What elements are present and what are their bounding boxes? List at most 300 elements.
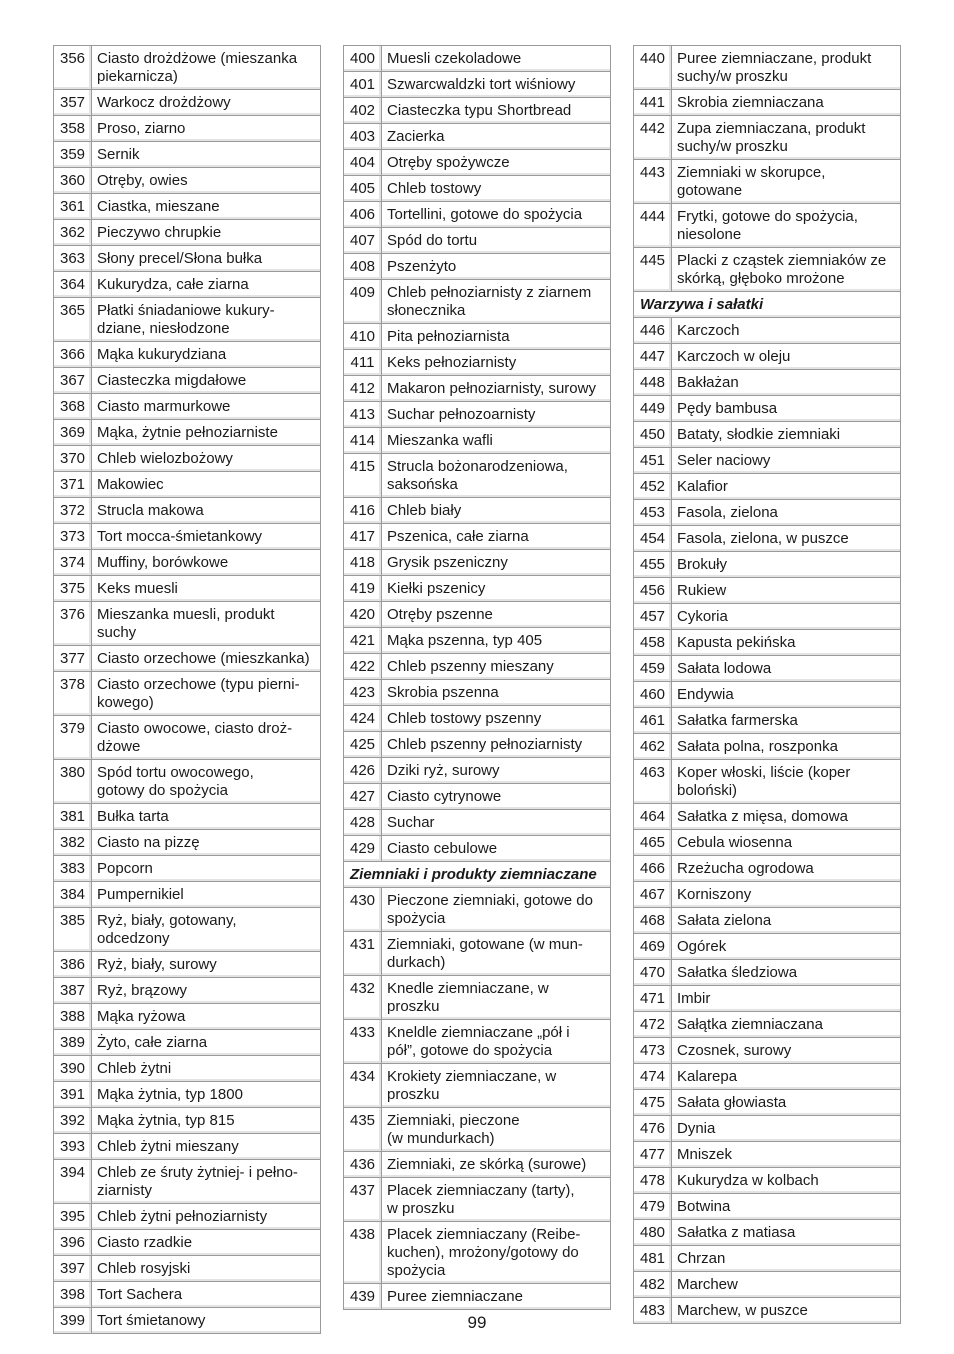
item-number: 382 [54,830,92,855]
item-number: 464 [634,804,672,829]
item-name: Rzeżucha ogrodowa [677,860,814,877]
section-header-row [344,862,610,888]
item-number: 483 [634,1298,672,1323]
table-row [54,856,320,882]
item-name: Zacierka [387,128,445,145]
item-number: 371 [54,472,92,497]
item-name: Ryż, brązowy [97,982,188,999]
item-number: 441 [634,90,672,115]
item-number: 475 [634,1090,672,1115]
item-name: Ciasto orzechowe (mieszkanka) [97,650,310,667]
item-number: 460 [634,682,672,707]
table-row [54,498,320,524]
item-name: Rukiew [677,582,727,599]
table-row [54,672,320,716]
item-number: 364 [54,272,92,297]
item-name: Warkocz drożdżowy [97,94,231,111]
table-row [634,248,900,292]
item-number: 417 [344,524,382,549]
table-row [54,1160,320,1204]
table-row [54,576,320,602]
item-name: Skrobia ziemniaczana [677,94,824,111]
item-number: 458 [634,630,672,655]
item-name: Chleb żytni [97,1060,172,1077]
table-row [634,448,900,474]
item-number: 468 [634,908,672,933]
table-row [634,160,900,204]
item-name: Zupa ziemniaczana, produkt suchy/w proszku [677,120,866,155]
item-number: 438 [344,1222,382,1283]
table-row [54,908,320,952]
item-name: Pszenżyto [387,258,457,275]
item-name: Ciastka, mieszane [97,198,220,215]
item-name: Botwina [677,1198,731,1215]
table-row [634,500,900,526]
item-name: Pszenica, całe ziarna [387,528,529,545]
item-number: 356 [54,46,92,89]
item-name: Suchar pełnozoarnisty [387,406,536,423]
item-name: Słony precel/Słona bułka [97,250,263,267]
table-row [634,1220,900,1246]
table-row [54,90,320,116]
item-number: 477 [634,1142,672,1167]
item-name: Kalarepa [677,1068,738,1085]
table-row [634,1168,900,1194]
table-row [54,446,320,472]
item-name: Ciasto drożdżowe (mieszanka piekarnicza) [97,50,298,85]
item-number: 400 [344,46,382,71]
item-number: 404 [344,150,382,175]
item-number: 461 [634,708,672,733]
item-name: Mąka żytnia, typ 1800 [97,1086,243,1103]
table-row [634,682,900,708]
table-row [634,1194,900,1220]
item-name: Endywia [677,686,734,703]
item-name: Strucla makowa [97,502,204,519]
item-number: 424 [344,706,382,731]
item-name: Kukurydza, całe ziarna [97,276,249,293]
table-row [344,810,610,836]
item-number: 439 [344,1284,382,1309]
item-name: Bułka tarta [97,808,169,825]
table-row [344,1152,610,1178]
item-name: Mąka ryżowa [97,1008,186,1025]
item-name: Tort mocca-śmietankowy [97,528,263,545]
item-number: 388 [54,1004,92,1029]
item-number: 362 [54,220,92,245]
table-row [634,578,900,604]
table-row [344,1020,610,1064]
item-number: 471 [634,986,672,1011]
table-row [54,952,320,978]
item-number: 476 [634,1116,672,1141]
item-name: Sałatka farmerska [677,712,798,729]
table-row [634,760,900,804]
table-row [54,298,320,342]
item-number: 474 [634,1064,672,1089]
item-name: Szwarcwaldzki tort wiśniowy [387,76,576,93]
item-name: Chleb pszenny pełnoziarnisty [387,736,583,753]
item-name: Frytki, gotowe do spożycia, niesolone [677,208,858,243]
item-number: 381 [54,804,92,829]
item-number: 455 [634,552,672,577]
table-row [54,1282,320,1308]
item-name: Ryż, biały, gotowany, odcedzony [97,912,237,947]
item-name: Ciasto rzadkie [97,1234,193,1251]
item-name: Kiełki pszenicy [387,580,486,597]
item-number: 440 [634,46,672,89]
item-name: Sałata głowiasta [677,1094,787,1111]
table-row [634,474,900,500]
item-number: 359 [54,142,92,167]
item-number: 454 [634,526,672,551]
table-row [344,98,610,124]
table-row [634,1012,900,1038]
table-row [54,1230,320,1256]
table-row [634,1272,900,1298]
item-name: Krokiety ziemniaczane, w proszku [387,1068,557,1103]
table-row [634,882,900,908]
item-number: 472 [634,1012,672,1037]
item-number: 428 [344,810,382,835]
item-number: 368 [54,394,92,419]
table-row [54,342,320,368]
item-name: Cykoria [677,608,728,625]
item-number: 363 [54,246,92,271]
item-number: 378 [54,672,92,715]
table-row [54,804,320,830]
section-header-label: Warzywa i sałatki [640,296,764,313]
table-row [54,830,320,856]
item-name: Pędy bambusa [677,400,778,417]
table-row [344,784,610,810]
table-row [54,524,320,550]
item-number: 383 [54,856,92,881]
item-name: Dziki ryż, surowy [387,762,500,779]
item-name: Chleb ze śruty żytniej- i pełno- ziarnisty [97,1164,298,1199]
item-name: Bataty, słodkie ziemniaki [677,426,841,443]
item-name: Sałątka ziemniaczana [677,1016,823,1033]
table-row [634,396,900,422]
table-row [54,368,320,394]
item-name: Tort Sachera [97,1286,183,1303]
item-number: 420 [344,602,382,627]
item-name: Kukurydza w kolbach [677,1172,819,1189]
item-number: 408 [344,254,382,279]
item-name: Chleb tostowy [387,180,482,197]
item-number: 414 [344,428,382,453]
table-row [344,498,610,524]
item-number: 480 [634,1220,672,1245]
food-table-column-2 [343,45,611,1310]
item-name: Placek ziemniaczany (tarty), w proszku [387,1182,575,1217]
item-number: 421 [344,628,382,653]
item-number: 469 [634,934,672,959]
item-number: 451 [634,448,672,473]
item-number: 406 [344,202,382,227]
item-number: 479 [634,1194,672,1219]
item-number: 393 [54,1134,92,1159]
item-number: 405 [344,176,382,201]
section-header-row [634,292,900,318]
item-number: 392 [54,1108,92,1133]
item-name: Mieszanka muesli, produkt suchy [97,606,275,641]
table-row [634,908,900,934]
table-row [634,370,900,396]
item-number: 372 [54,498,92,523]
item-number: 450 [634,422,672,447]
table-row [54,168,320,194]
item-name: Sernik [97,146,140,163]
table-row [344,706,610,732]
item-name: Tortellini, gotowe do spożycia [387,206,583,223]
item-name: Chleb pełnoziarnisty z ziarnem słonecznika [387,284,592,319]
item-name: Otręby pszenne [387,606,493,623]
item-name: Suchar [387,814,435,831]
table-row [344,202,610,228]
item-name: Fasola, zielona, w puszce [677,530,849,547]
item-name: Sałata lodowa [677,660,772,677]
table-row [344,654,610,680]
table-row [344,402,610,428]
table-row [344,602,610,628]
table-row [634,630,900,656]
item-name: Chleb rosyjski [97,1260,191,1277]
item-name: Otręby, owies [97,172,188,189]
item-name: Ciasto cebulowe [387,840,498,857]
item-number: 357 [54,90,92,115]
item-name: Chleb wielozbożowy [97,450,233,467]
item-name: Makowiec [97,476,164,493]
item-number: 411 [344,350,382,375]
table-row [54,272,320,298]
item-name: Sałatka z mięsa, domowa [677,808,848,825]
item-number: 481 [634,1246,672,1271]
item-name: Placki z cząstek ziemniaków ze skórką, głęboko mrożone [677,252,887,287]
item-name: Kapusta pekińska [677,634,796,651]
table-row [344,1064,610,1108]
table-row [344,324,610,350]
item-number: 389 [54,1030,92,1055]
item-name: Ciasto na pizzę [97,834,200,851]
item-name: Kalafior [677,478,728,495]
item-number: 416 [344,498,382,523]
table-row [634,708,900,734]
table-row [344,72,610,98]
item-name: Keks muesli [97,580,178,597]
item-name: Pita pełnoziarnista [387,328,510,345]
item-name: Strucla bożonarodzeniowa, saksońska [387,458,568,493]
item-number: 385 [54,908,92,951]
table-row [634,204,900,248]
table-row [634,960,900,986]
item-name: Ogórek [677,938,727,955]
table-row [54,116,320,142]
table-row [54,1082,320,1108]
item-name: Karczoch [677,322,740,339]
item-number: 399 [54,1308,92,1333]
table-row [54,646,320,672]
item-name: Brokuły [677,556,728,573]
item-number: 410 [344,324,382,349]
item-name: Ciasteczka migdałowe [97,372,247,389]
table-row [344,680,610,706]
table-row [344,888,610,932]
item-number: 436 [344,1152,382,1177]
table-row [344,1222,610,1284]
item-number: 398 [54,1282,92,1307]
item-name: Ciasto owocowe, ciasto droż- dżowe [97,720,293,755]
item-number: 412 [344,376,382,401]
item-name: Ryż, biały, surowy [97,956,217,973]
table-row [344,732,610,758]
table-row [54,978,320,1004]
table-row [54,1030,320,1056]
item-number: 403 [344,124,382,149]
item-name: Sałata zielona [677,912,772,929]
item-number: 443 [634,160,672,203]
item-name: Keks pełnoziarnisty [387,354,517,371]
table-row [54,550,320,576]
item-name: Knedle ziemniaczane, w proszku [387,980,549,1015]
table-row [634,656,900,682]
table-row [344,428,610,454]
item-number: 384 [54,882,92,907]
item-number: 467 [634,882,672,907]
item-name: Fasola, zielona [677,504,778,521]
item-name: Mąka pszenna, typ 405 [387,632,543,649]
item-name: Karczoch w oleju [677,348,791,365]
item-number: 402 [344,98,382,123]
item-number: 478 [634,1168,672,1193]
item-number: 413 [344,402,382,427]
item-number: 425 [344,732,382,757]
item-number: 446 [634,318,672,343]
item-number: 445 [634,248,672,291]
table-row [634,856,900,882]
item-number: 465 [634,830,672,855]
table-row [634,1116,900,1142]
item-name: Ziemniaki w skorupce, gotowane [677,164,826,199]
table-row [634,318,900,344]
table-row [634,1142,900,1168]
table-row [54,602,320,646]
table-row [634,526,900,552]
item-number: 418 [344,550,382,575]
item-number: 409 [344,280,382,323]
table-row [634,934,900,960]
item-number: 452 [634,474,672,499]
table-row [54,194,320,220]
item-name: Sałata polna, roszponka [677,738,838,755]
item-name: Korniszony [677,886,752,903]
item-name: Chleb pszenny mieszany [387,658,554,675]
table-row [344,836,610,862]
table-row [54,1108,320,1134]
item-number: 367 [54,368,92,393]
table-row [344,228,610,254]
item-name: Ciasto marmurkowe [97,398,231,415]
item-number: 466 [634,856,672,881]
item-name: Chleb żytni mieszany [97,1138,239,1155]
item-name: Marchew, w puszce [677,1302,808,1319]
item-number: 426 [344,758,382,783]
item-number: 453 [634,500,672,525]
item-number: 435 [344,1108,382,1151]
table-row [54,1256,320,1282]
item-name: Chrzan [677,1250,726,1267]
table-row [344,124,610,150]
item-name: Tort śmietanowy [97,1312,206,1329]
item-number: 429 [344,836,382,861]
item-number: 437 [344,1178,382,1221]
item-number: 432 [344,976,382,1019]
item-number: 434 [344,1064,382,1107]
table-row [54,716,320,760]
table-row [54,760,320,804]
item-name: Mieszanka wafli [387,432,493,449]
item-number: 419 [344,576,382,601]
item-name: Spód do tortu [387,232,478,249]
table-row [344,758,610,784]
table-row [634,1090,900,1116]
item-name: Mąka żytnia, typ 815 [97,1112,235,1129]
table-row [54,394,320,420]
item-name: Ziemniaki, ze skórką (surowe) [387,1156,587,1173]
item-name: Spód tortu owocowego, gotowy do spożycia [97,764,254,799]
section-header-label: Ziemniaki i produkty ziemniaczane [350,866,597,883]
item-name: Ziemniaki, gotowane (w mun- durkach) [387,936,583,971]
item-name: Marchew [677,1276,738,1293]
item-name: Pieczone ziemniaki, gotowe do spożycia [387,892,593,927]
item-number: 442 [634,116,672,159]
item-number: 470 [634,960,672,985]
item-number: 462 [634,734,672,759]
item-number: 422 [344,654,382,679]
item-number: 386 [54,952,92,977]
item-name: Bakłażan [677,374,739,391]
item-number: 375 [54,576,92,601]
table-row [344,524,610,550]
item-number: 396 [54,1230,92,1255]
table-row [634,1064,900,1090]
item-name: Imbir [677,990,711,1007]
table-row [54,220,320,246]
item-number: 449 [634,396,672,421]
table-row [634,1038,900,1064]
item-name: Seler naciowy [677,452,771,469]
table-row [344,46,610,72]
item-number: 379 [54,716,92,759]
item-number: 370 [54,446,92,471]
item-number: 377 [54,646,92,671]
table-row [634,46,900,90]
item-name: Pumpernikiel [97,886,184,903]
item-name: Otręby spożywcze [387,154,510,171]
item-name: Ciasteczka typu Shortbread [387,102,572,119]
page-number: 99 [467,1313,487,1332]
item-number: 423 [344,680,382,705]
item-name: Makaron pełnoziarnisty, surowy [387,380,596,397]
table-row [344,1108,610,1152]
table-row [344,376,610,402]
item-number: 457 [634,604,672,629]
item-name: Mąka, żytnie pełnoziarniste [97,424,278,441]
table-row [344,932,610,976]
food-table-column-1 [53,45,321,1334]
item-name: Chleb biały [387,502,462,519]
table-row [54,142,320,168]
